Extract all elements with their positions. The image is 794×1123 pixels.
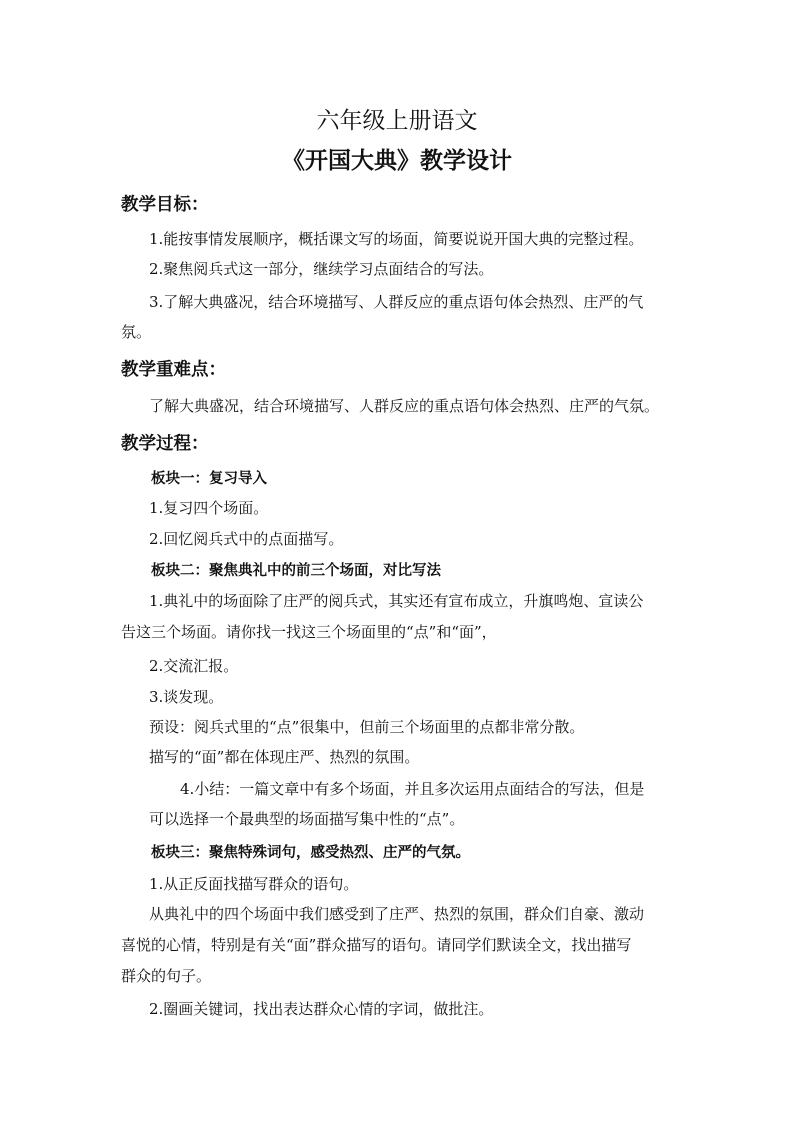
- block2-title: 板块二：聚焦典礼中的前三个场面，对比写法: [151, 562, 441, 579]
- keypoints-heading: 教学重难点：: [121, 360, 226, 380]
- block2-line: 1.典礼中的场面除了庄严的阅兵式，其实还有宣布成立，升旗鸣炮、宣读公: [149, 592, 644, 610]
- lesson-title: 《开国大典》教学设计: [282, 148, 512, 174]
- block1-item: 1.复习四个场面。: [149, 499, 269, 517]
- process-heading: 教学过程：: [121, 434, 209, 454]
- block3-title: 板块三：聚焦特殊词句，感受热烈、庄严的气氛。: [151, 844, 470, 861]
- block1-title: 板块一：复习导入: [151, 470, 267, 487]
- block3-line: 2.圈画关键词，找出表达群众心情的字词，做批注。: [149, 1000, 494, 1018]
- goal-item: 2.聚焦阅兵式这一部分，继续学习点面结合的写法。: [149, 260, 494, 278]
- block3-line: 群众的句子。: [121, 967, 212, 985]
- goal-item: 1.能按事情发展顺序，概括课文写的场面，简要说说开国大典的完整过程。: [149, 230, 644, 248]
- goal-item-continued: 氛。: [121, 323, 152, 341]
- grade-subject-title: 六年级上册语文: [316, 108, 478, 134]
- block3-line: 1.从正反面找描写群众的语句。: [149, 875, 359, 893]
- block2-line: 可以选择一个最典型的场面描写集中性的“点”。: [149, 810, 465, 828]
- block3-line: 从典礼中的四个场面中我们感受到了庄严、热烈的氛围，群众们自豪、激动: [149, 905, 645, 923]
- block1-item: 2.回忆阅兵式中的点面描写。: [149, 530, 344, 548]
- goals-heading: 教学目标：: [121, 195, 209, 215]
- block2-line: 2.交流汇报。: [149, 657, 239, 675]
- block2-line: 描写的“面”都在体现庄严、热烈的氛围。: [149, 748, 420, 766]
- block2-line: 3.谈发现。: [149, 688, 224, 706]
- block2-line: 4.小结：一篇文章中有多个场面，并且多次运用点面结合的写法，但是: [180, 780, 645, 798]
- block2-line: 告这三个场面。请你找一找这三个场面里的“点”和“面”，: [121, 623, 497, 641]
- goal-item: 3.了解大典盛况，结合环境描写、人群反应的重点语句体会热烈、庄严的气: [149, 293, 644, 311]
- keypoints-text: 了解大典盛况，结合环境描写、人群反应的重点语句体会热烈、庄严的气氛。: [149, 397, 660, 415]
- block2-line: 预设：阅兵式里的“点”很集中，但前三个场面里的点都非常分散。: [149, 718, 585, 736]
- block3-line: 喜悦的心情，特别是有关“面”群众描写的语句。请同学们默读全文，找出描写: [121, 936, 632, 954]
